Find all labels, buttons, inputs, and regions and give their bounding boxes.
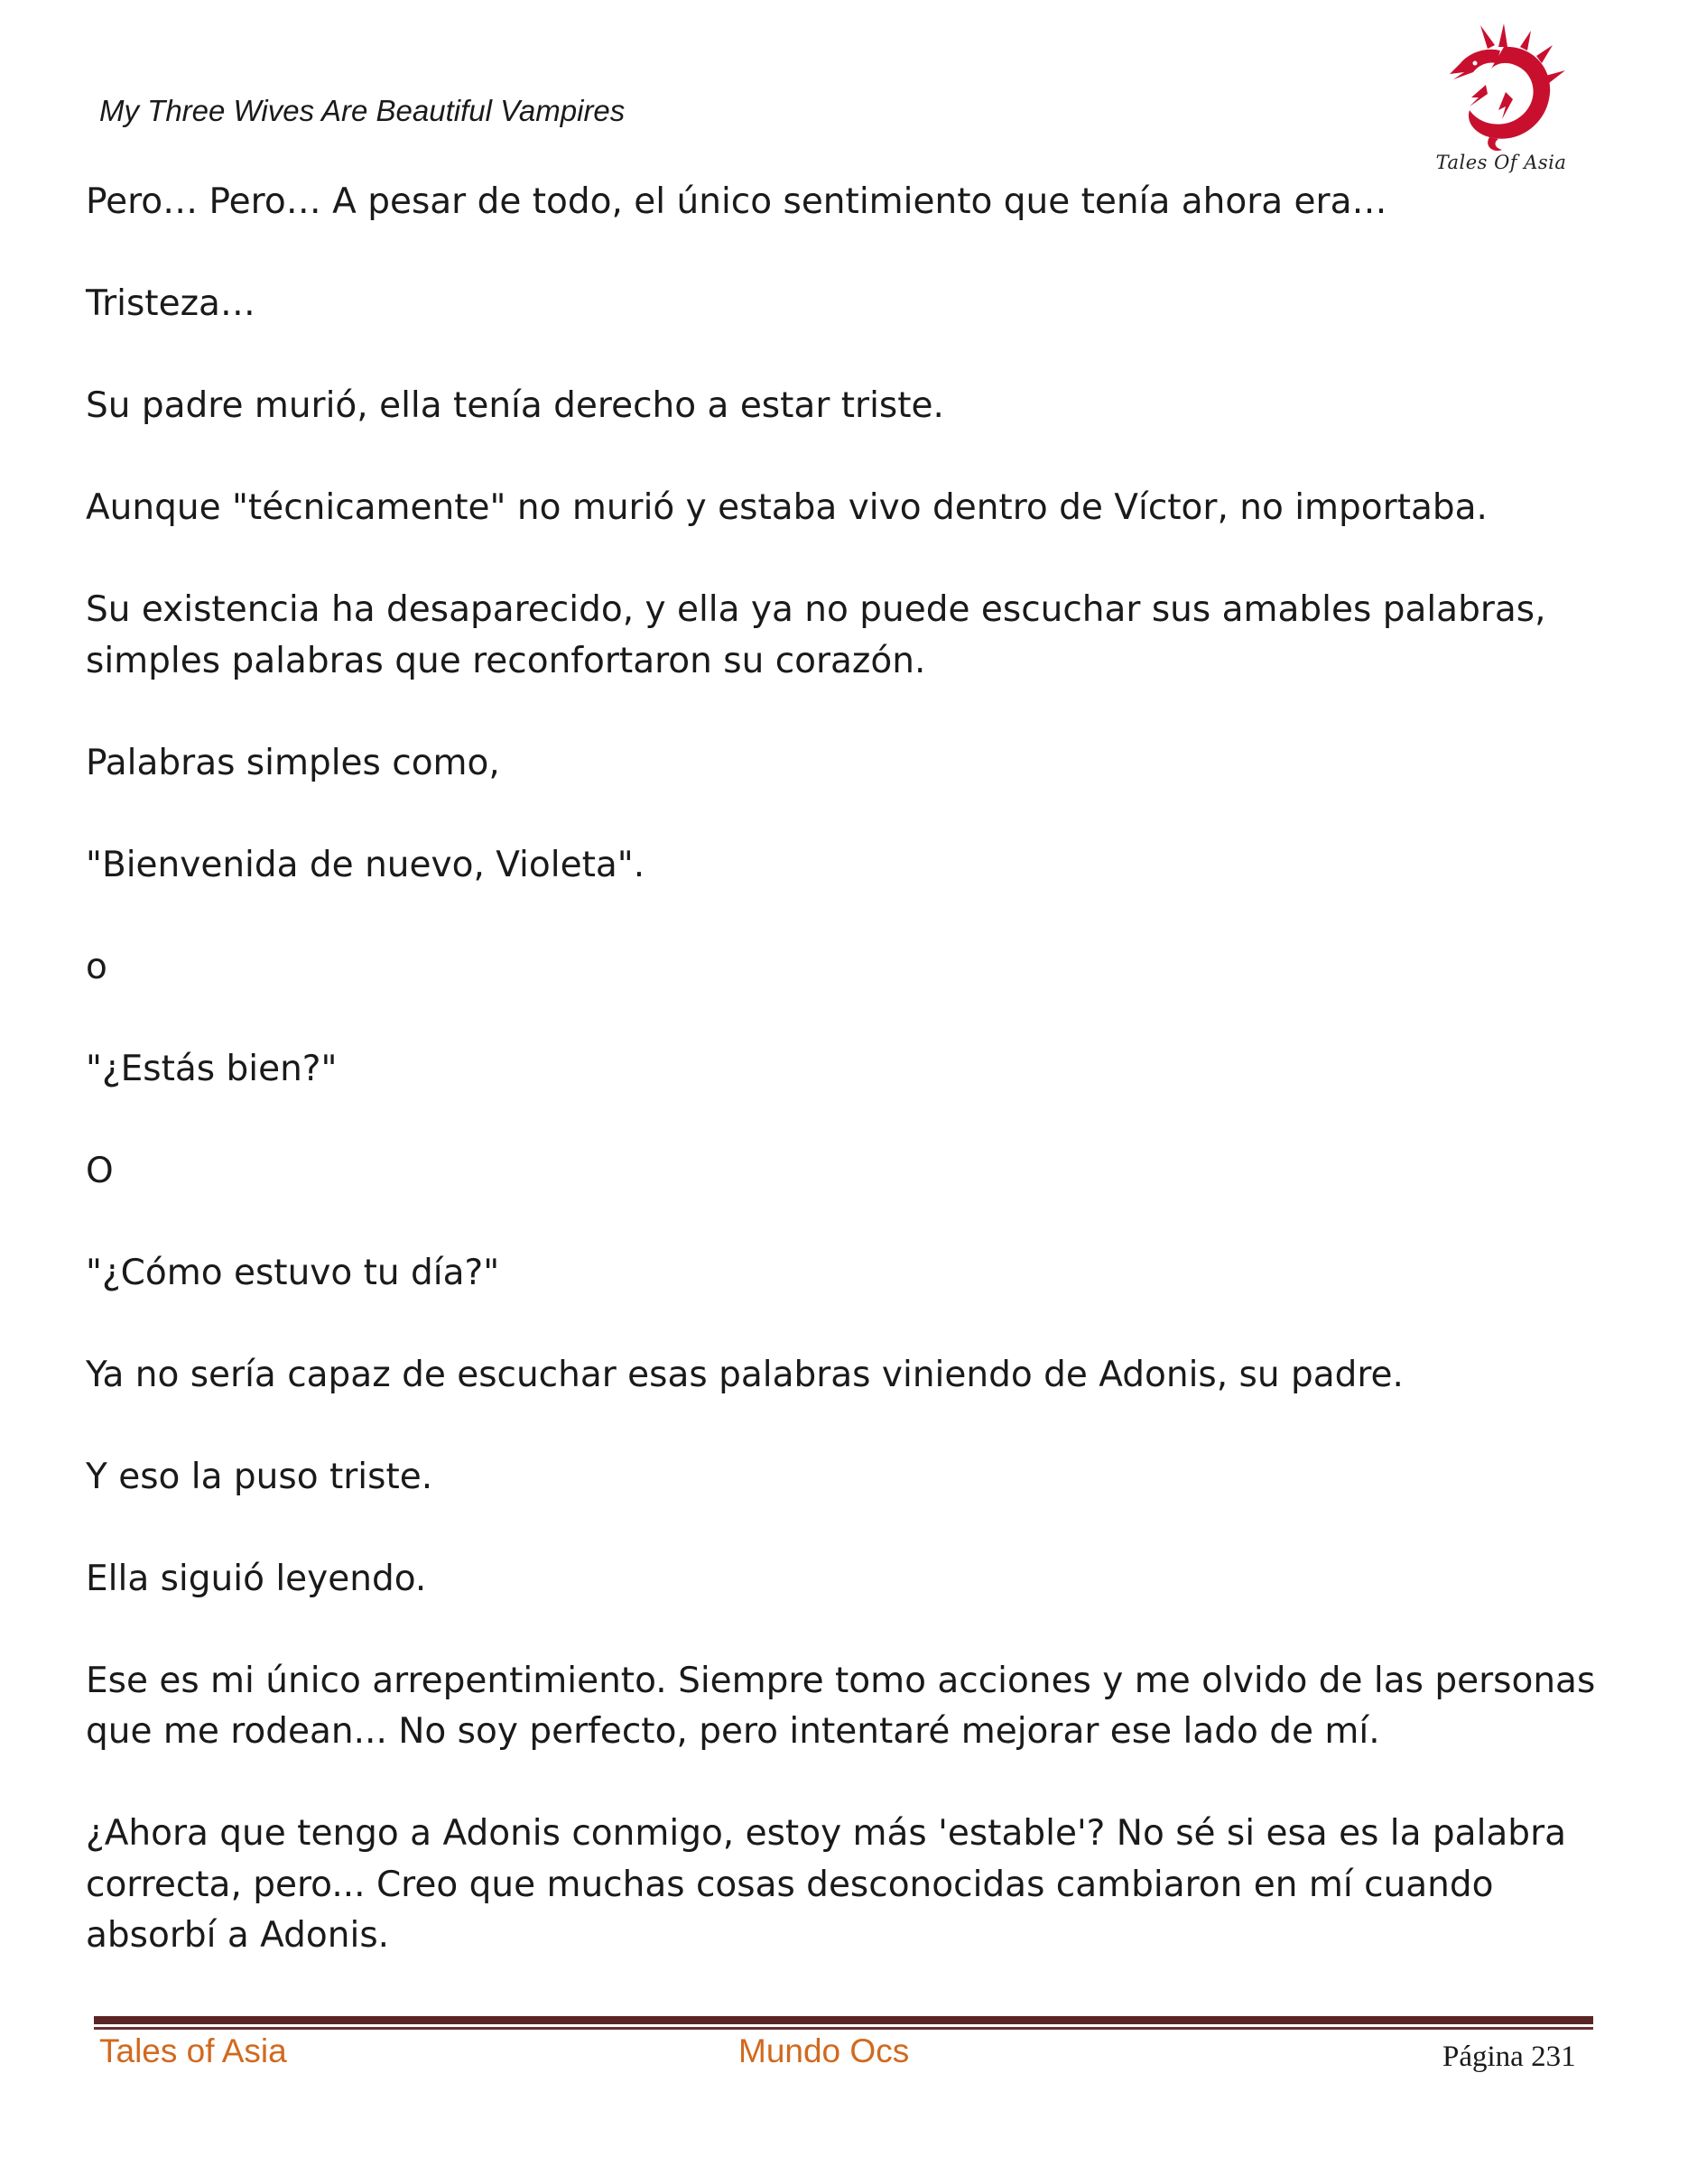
dragon-icon [1433,20,1569,155]
paragraph: Su existencia ha desaparecido, y ella ya no puede escuchar sus amables palabras, simples palabras que reconfortaron su corazón. [86,589,1546,681]
document-header-title: My Three Wives Are Beautiful Vampires [99,94,626,127]
paragraph: Tristeza… [86,283,255,324]
paragraph: Y eso la puso triste. [86,1456,433,1497]
paragraph: Ya no sería capaz de escuchar esas palabras viniendo de Adonis, su padre. [86,1354,1404,1395]
footer-translator: Mundo Ocs [738,2032,910,2069]
paragraph: Ese es mi único arrepentimiento. Siempre tomo acciones y me olvido de las personas que me rodean... No soy perfecto, pero intentaré mejorar ese lado de mí. [86,1660,1596,1752]
paragraph: Palabras simples como, [86,742,500,783]
publisher-logo [1433,20,1569,182]
page-number: Página 231 [1442,2041,1576,2073]
paragraph: Ella siguió leyendo. [86,1558,427,1599]
logo-caption: Tales Of Asia [1435,152,1567,173]
footer-divider [94,2016,1593,2024]
paragraph: o [86,946,107,987]
footer-divider-thin [94,2027,1593,2030]
footer-publisher: Tales of Asia [99,2032,287,2069]
paragraph: "¿Cómo estuvo tu día?" [86,1252,500,1293]
paragraph: Aunque "técnicamente" no murió y estaba vivo dentro de Víctor, no importaba. [86,487,1488,528]
paragraph: "¿Estás bien?" [86,1048,338,1089]
paragraph: "Bienvenida de nuevo, Violeta". [86,844,645,885]
paragraph: Pero… Pero… A pesar de todo, el único sentimiento que tenía ahora era… [86,181,1387,222]
chapter-body [86,177,1611,2013]
paragraph: Su padre murió, ella tenía derecho a estar triste. [86,385,944,426]
paragraph: ¿Ahora que tengo a Adonis conmigo, estoy más 'estable'? No sé si esa es la palabra correcta, pero... Creo que muchas cosas desconocidas cambiaron en mí cuando absorbí a Adonis. [86,1813,1566,1956]
paragraph: O [86,1150,114,1191]
